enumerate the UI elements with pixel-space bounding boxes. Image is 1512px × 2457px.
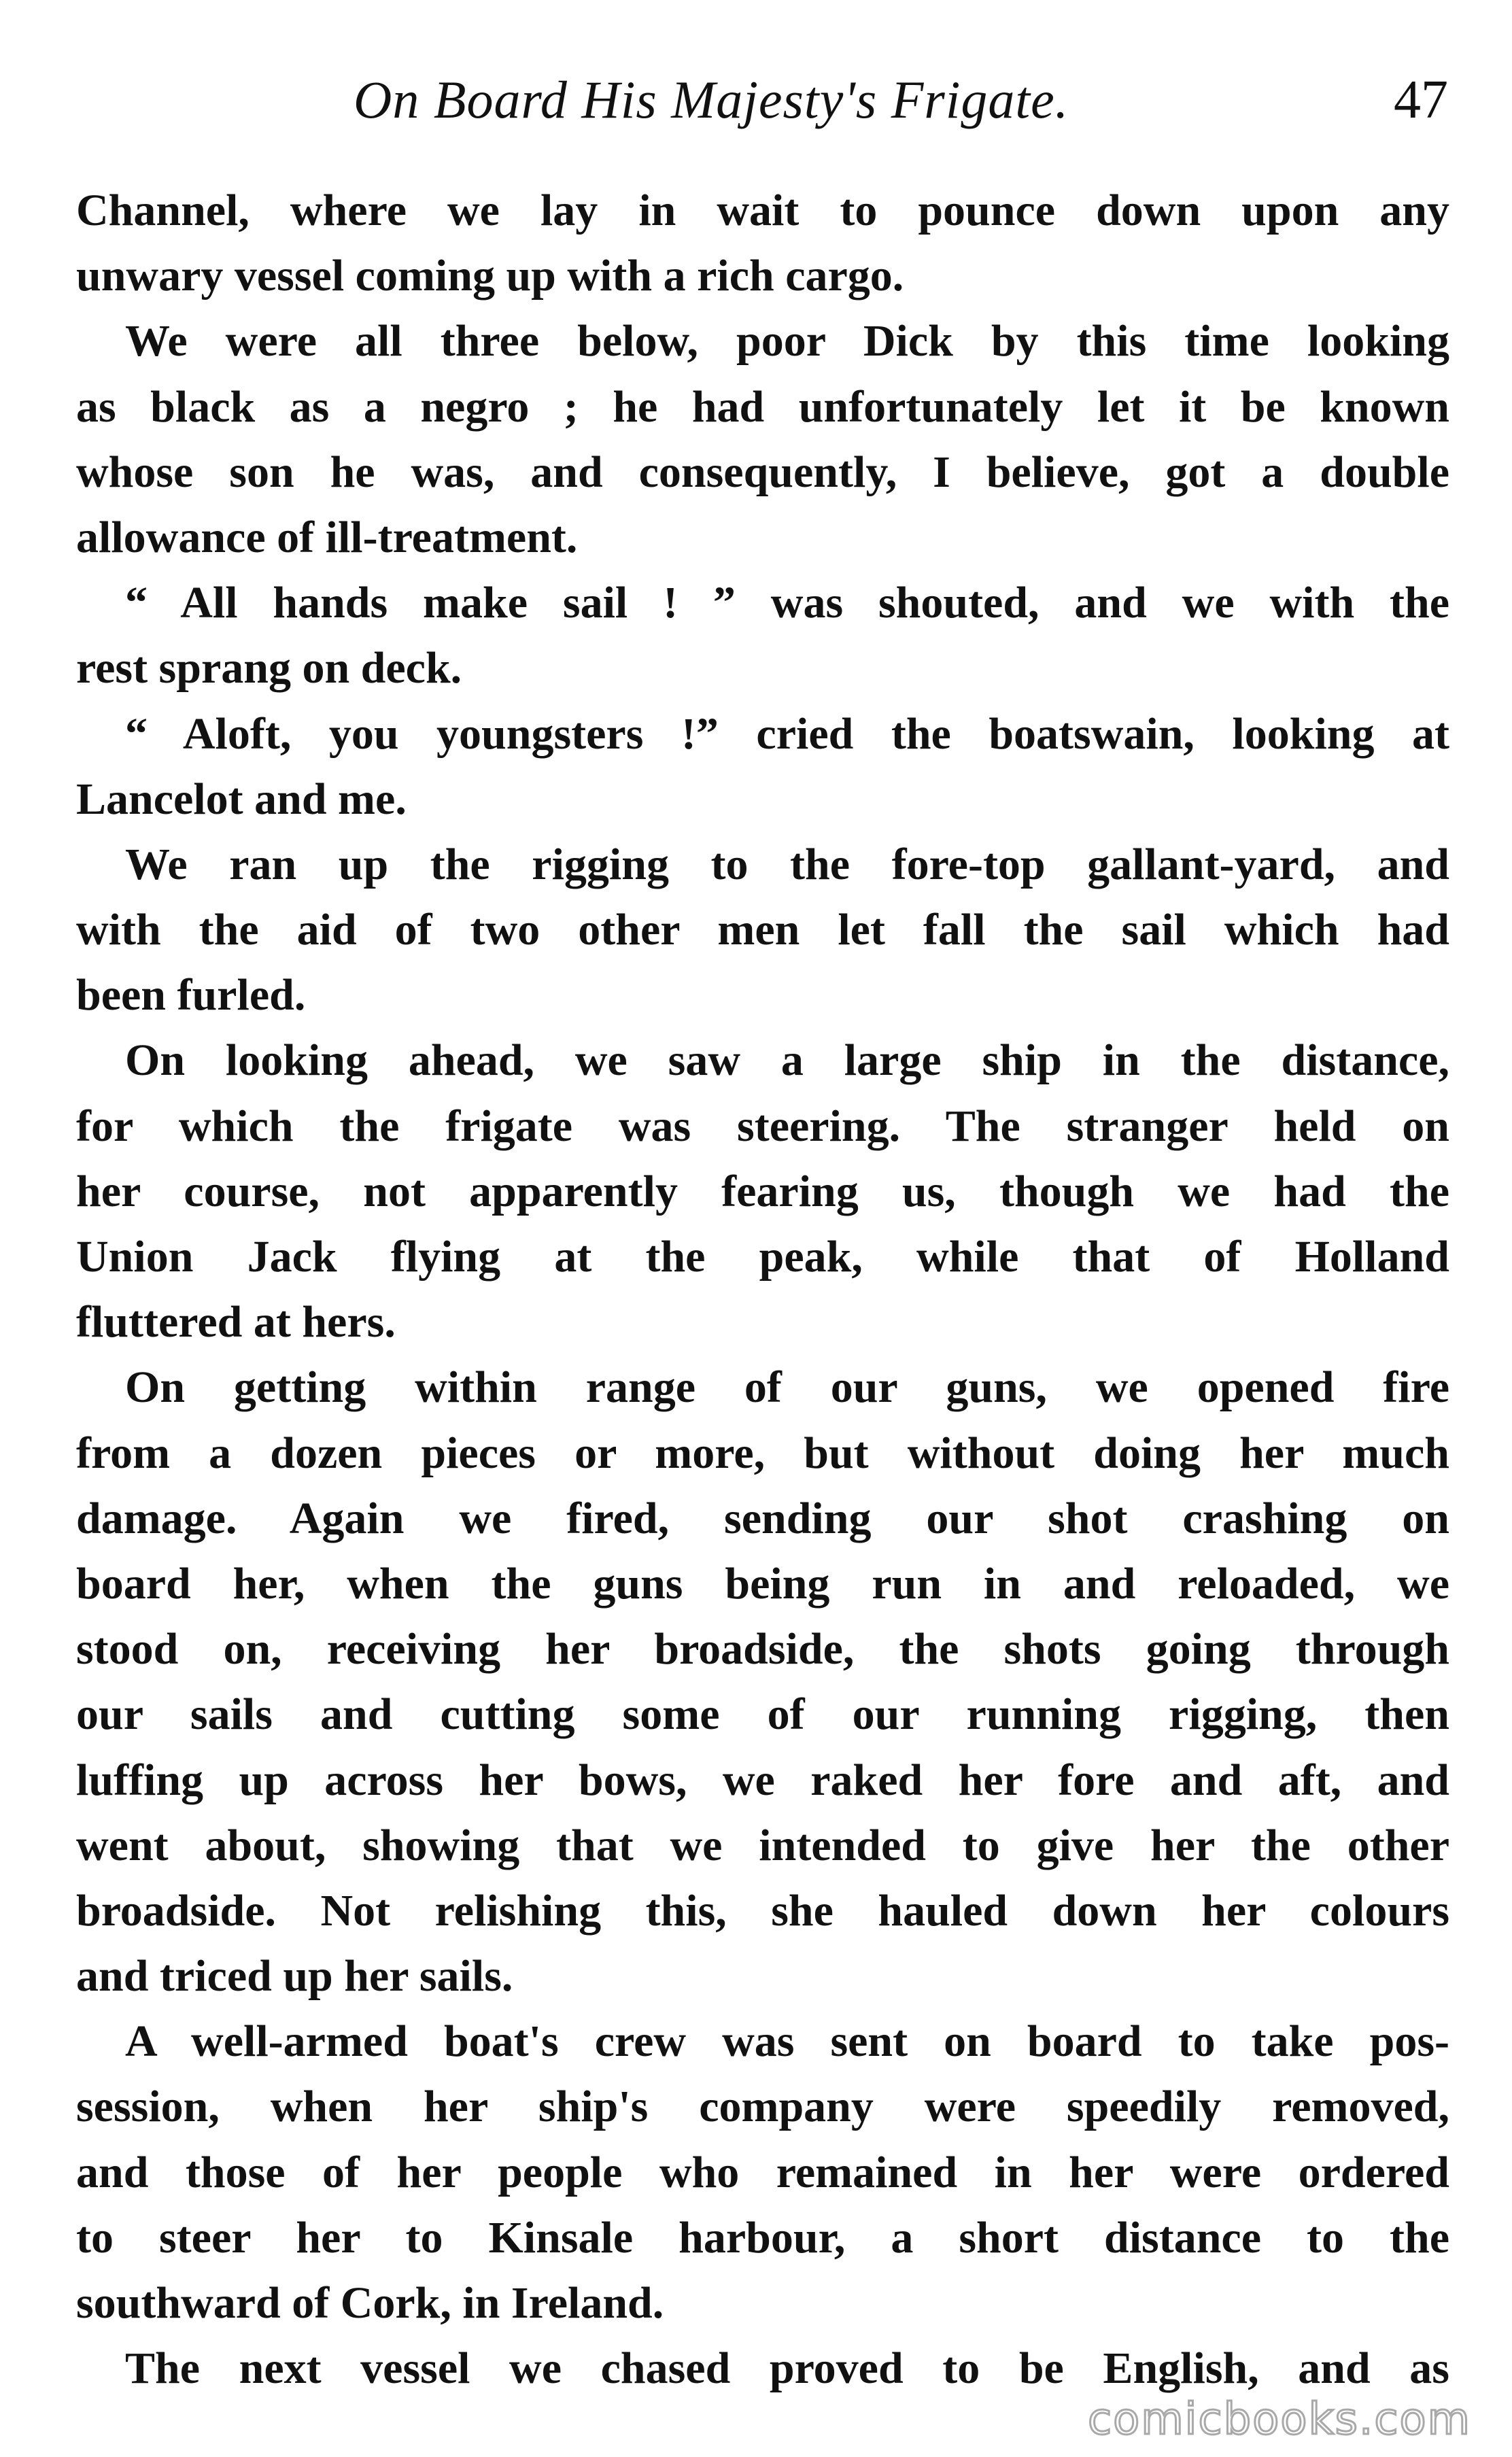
text-line: luffing up across her bows, we raked her fore and aft, and	[76, 1755, 1449, 1805]
text-line: stood on, receiving her broadside, the shots going through	[76, 1624, 1449, 1674]
text-line: as black as a negro ; he had unfortunately let it be known	[76, 381, 1449, 432]
text-line: went about, showing that we intended to give her the other	[76, 1820, 1449, 1870]
text-line: On getting within range of our guns, we opened fire	[125, 1362, 1449, 1413]
text-line: fluttered at hers.	[76, 1297, 396, 1347]
body-text	[76, 178, 1449, 2401]
text-line: The next vessel we chased proved to be English, and as	[125, 2343, 1449, 2394]
running-head	[354, 63, 1448, 137]
text-line: rest sprang on deck.	[76, 643, 462, 693]
running-title: On Board His Majesty's Frigate.	[354, 70, 1069, 129]
text-line: from a dozen pieces or more, but without doing her much	[76, 1428, 1449, 1478]
text-line: session, when her ship's company were speedily removed,	[76, 2082, 1449, 2132]
text-line: and triced up her sails.	[76, 1951, 513, 2001]
text-line: for which the frigate was steering. The stranger held on	[76, 1101, 1449, 1151]
text-line: Union Jack flying at the peak, while that of Holland	[76, 1232, 1449, 1282]
text-line: with the aid of two other men let fall the sail which had	[76, 905, 1449, 955]
text-line: her course, not apparently fearing us, though we had the	[76, 1166, 1449, 1216]
text-line: broadside. Not relishing this, she hauled down her colours	[76, 1885, 1449, 1936]
text-line: been furled.	[76, 970, 306, 1020]
page-number: 47	[1394, 70, 1448, 130]
text-line: Channel, where we lay in wait to pounce down upon any	[76, 186, 1449, 235]
text-line: southward of Cork, in Ireland.	[76, 2278, 664, 2328]
text-line: board her, when the guns being run in and reloaded, we	[76, 1558, 1449, 1609]
watermark: comicbooks.com	[1087, 2394, 1471, 2445]
text-line: our sails and cutting some of our running rigging, then	[76, 1689, 1449, 1740]
text-line: allowance of ill-treatment.	[76, 512, 578, 562]
text-line: We ran up the rigging to the fore-top gallant-yard, and	[125, 839, 1449, 889]
text-line: damage. Again we fired, sending our shot crashing on	[76, 1493, 1449, 1543]
text-line: and those of her people who remained in her were ordered	[76, 2147, 1449, 2197]
text-line: Lancelot and me.	[76, 774, 407, 824]
text-line: to steer her to Kinsale harbour, a short distance to the	[76, 2212, 1449, 2263]
text-line: A well-armed boat's crew was sent on board to take pos-	[125, 2016, 1449, 2067]
text-line: “ Aloft, you youngsters !” cried the boatswain, looking at	[125, 708, 1449, 759]
text-line: whose son he was, and consequently, I believe, got a double	[76, 447, 1449, 497]
text-line: On looking ahead, we saw a large ship in the distance,	[125, 1035, 1449, 1086]
text-line: unwary vessel coming up with a rich cargo.	[76, 251, 904, 301]
text-line: “ All hands make sail ! ” was shouted, and we with the	[125, 578, 1449, 628]
text-line: We were all three below, poor Dick by this time looking	[125, 316, 1449, 366]
